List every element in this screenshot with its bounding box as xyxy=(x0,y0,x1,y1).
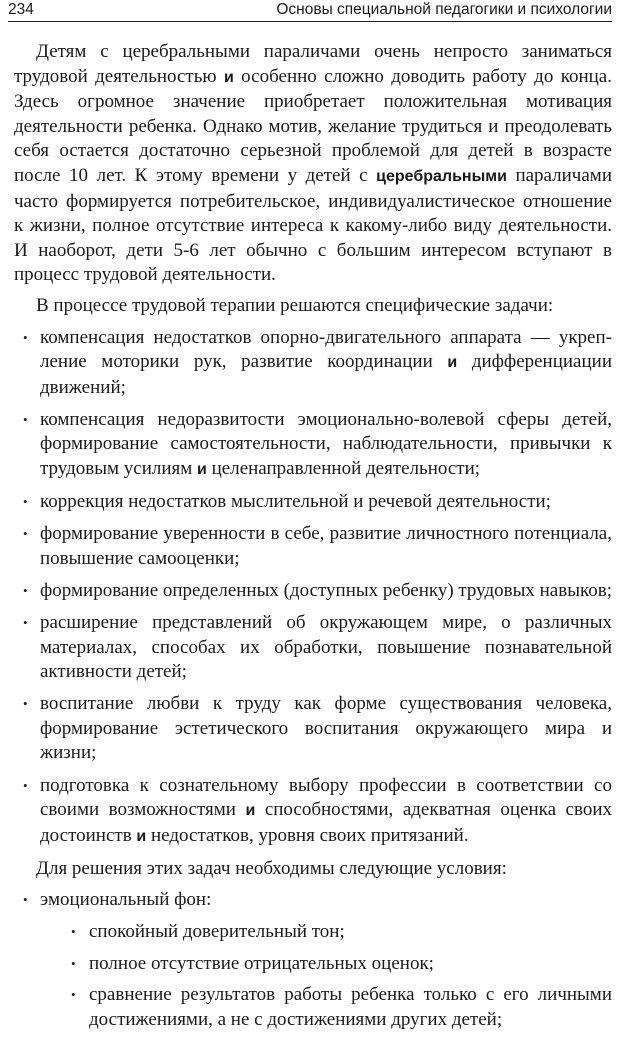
condition-sub-text: сравнение результатов работы ребенка только с его личными достижениями, а не с достижениями других детей; xyxy=(89,984,612,1030)
bullet-mark: • xyxy=(71,924,76,939)
task-text: недостатков, уровня своих притязаний. xyxy=(146,824,469,846)
task-item-6 xyxy=(14,611,612,685)
bullet-mark: • xyxy=(23,614,28,630)
condition-sub-text: спокойный доверительный тон; xyxy=(89,921,345,942)
bullet-mark: • xyxy=(23,494,28,510)
intro-paragraph xyxy=(14,40,612,288)
page-number: 234 xyxy=(8,1,34,18)
task-bold: и xyxy=(447,354,458,372)
bullet-mark: • xyxy=(23,582,28,598)
task-text: формирование определенных (доступных ребенку) трудовых навыков; xyxy=(40,579,612,601)
task-bold: и xyxy=(136,827,147,845)
task-item-7 xyxy=(14,692,612,766)
intro-bold-1: и xyxy=(223,68,234,86)
page-header xyxy=(8,0,612,22)
task-text: компенсация недоразвитости эмоционально-волевой сферы детей, формирование самостоятельности, наблюдательности, привычки к трудовым усилиям xyxy=(40,408,612,479)
bullet-mark: • xyxy=(23,696,28,712)
condition-sub-text: полное отсутствие отрицательных оценок; xyxy=(89,952,434,974)
conditions-intro: Для решения этих задач необходимы следующие условия: xyxy=(36,857,507,879)
condition-item-1 xyxy=(14,888,612,1032)
task-item-4 xyxy=(14,522,612,571)
intro-text-3: параличами часто формируется потребительское, индивидуалистическое отношение к жизни, полное отсутствие интереса к какому-либо виду деятельности. И наоборот, дети 5-6 лет обычно с большим интересом вступают в процесс трудовой деятельности. xyxy=(14,164,612,286)
task-item-2 xyxy=(14,408,612,483)
condition-label: эмоциональный фон: xyxy=(40,889,212,911)
bullet-mark: • xyxy=(23,411,28,427)
task-text: воспитание любви к труду как форме существования человека, формирование эстетического воспитания окружающего мира и жизни; xyxy=(40,693,612,764)
task-text: способностями, адекватная оценка своих достоинств xyxy=(40,799,612,846)
task-text: подготовка к сознательному выбору профессии в соответствии со своими возможностями xyxy=(40,774,612,821)
task-text: расширение представлений об окружающем мире, о различных материалах, способах их обработки, повышение познавательной активности детей; xyxy=(40,611,612,683)
page-content xyxy=(14,40,612,1040)
tasks-list xyxy=(14,326,612,850)
task-bold: и xyxy=(245,802,256,820)
bullet-mark: • xyxy=(71,955,76,971)
condition-sub-item-3 xyxy=(40,983,612,1032)
task-bold: и xyxy=(197,461,207,478)
bullet-mark: • xyxy=(23,892,28,908)
task-item-1 xyxy=(14,326,612,401)
task-text: компенсация недостатков опорно-двигательного аппарата — укрепление моторики рук, развитие координации xyxy=(40,326,612,373)
task-item-5 xyxy=(14,579,612,604)
task-item-8 xyxy=(14,774,612,850)
bullet-mark: • xyxy=(23,777,28,793)
tasks-intro: В процессе трудовой терапии решаются специфические задачи: xyxy=(36,294,554,316)
task-text: дифференциации движений; xyxy=(40,351,612,398)
task-text: целенаправленной деятельности; xyxy=(206,458,481,479)
condition-sub-item-1 xyxy=(40,920,612,945)
task-item-3 xyxy=(14,490,612,515)
intro-text-2: особенно сложно доводить работу до конца. Здесь огромное значение приобретает положительная мотивация деятельности ребенка. Однако мотив, желание трудиться и преодолевать себя остается достаточно серьезной проблемой для детей в возрасте после 10 лет. К этому времени у детей с xyxy=(14,65,612,186)
task-text: коррекция недостатков мыслительной и речевой деятельности; xyxy=(40,491,551,513)
intro-bold-2: церебральными xyxy=(376,167,507,185)
condition-sub-list xyxy=(40,920,612,1032)
task-text: формирование уверенности в себе, развитие личностного потенциала, повышение самооценки; xyxy=(40,523,612,569)
bullet-mark: • xyxy=(71,987,76,1003)
bullet-mark: • xyxy=(23,526,28,542)
bullet-mark: • xyxy=(23,329,28,345)
intro-text-1: Детям с церебральными параличами очень непросто заниматься трудовой деятельностью xyxy=(14,41,612,87)
conditions-list xyxy=(14,888,612,1032)
running-title: Основы специальной педагогики и психологии xyxy=(276,1,612,18)
